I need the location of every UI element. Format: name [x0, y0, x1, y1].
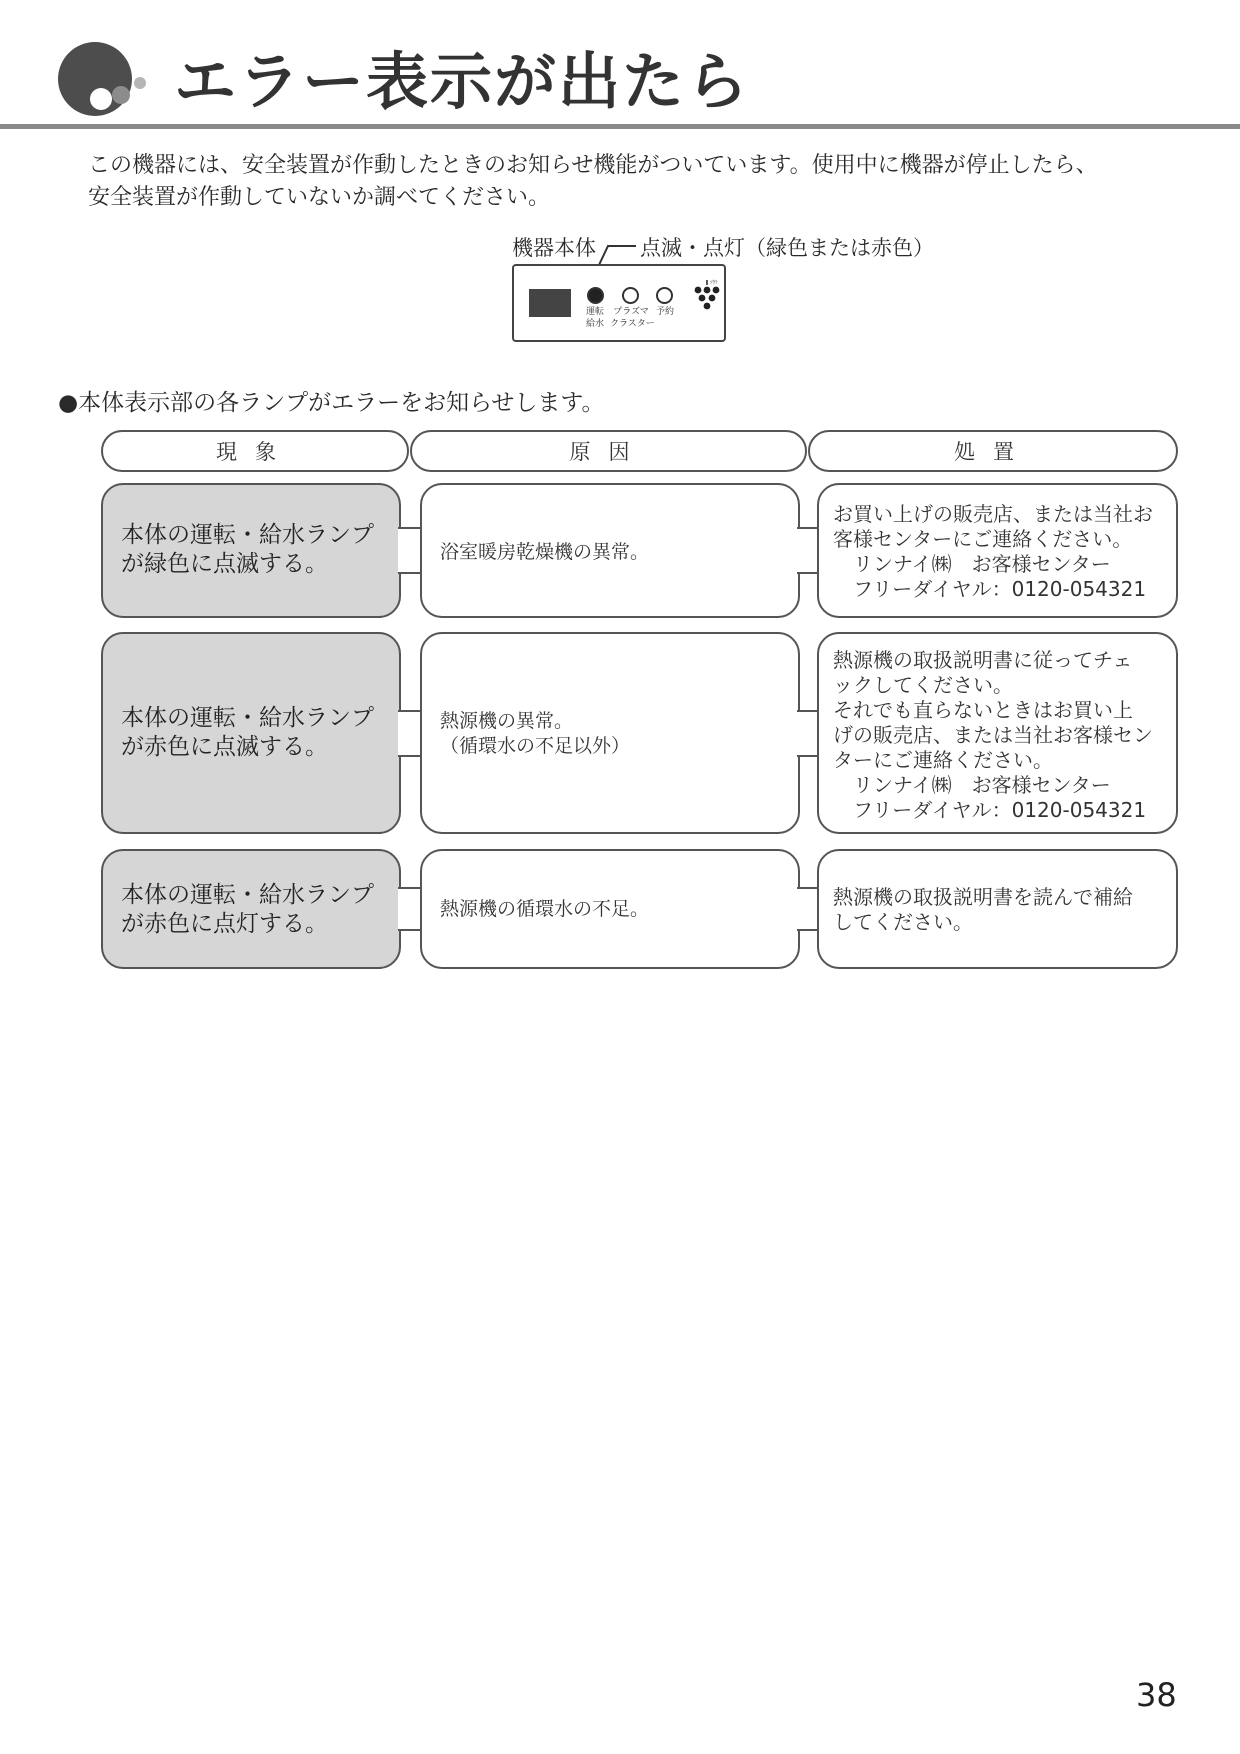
intro-text: [88, 150, 1168, 214]
header-symptom: 現象: [101, 430, 409, 472]
page-title: エラー表示が出たら: [174, 45, 751, 118]
run-lamp-icon: [587, 287, 604, 304]
remedy-cell: [817, 849, 1178, 969]
lamp-label: プラズマ: [613, 307, 649, 317]
symptom-cell: [101, 632, 401, 834]
symptom-line: 本体の運転・給水ランプ: [121, 882, 374, 908]
remedy-line: 熱源機の取扱説明書を読んで補給: [833, 885, 1133, 909]
contact-name: リンナイ㈱ お客様センター: [853, 552, 1111, 576]
device-body-label: 機器本体: [512, 236, 596, 260]
device-lamp-label: 点滅・点灯（緑色または赤色）: [640, 236, 934, 260]
remedy-line: ターにご連絡ください。: [833, 748, 1053, 772]
symptom-line: が赤色に点滅する。: [121, 734, 328, 760]
row-connector: [398, 527, 422, 574]
remedy-line: お買い上げの販売店、または当社お: [833, 502, 1153, 526]
cause-cell: [420, 632, 800, 834]
lamp-label: 給水: [585, 319, 604, 329]
contact-phone: フリーダイヤル：0120-054321: [853, 577, 1147, 601]
lamp-label: 運転: [585, 307, 604, 317]
remedy-line: してください。: [833, 910, 973, 934]
symptom-line: 本体の運転・給水ランプ: [121, 522, 374, 548]
cause-line: （循環水の不足以外）: [440, 735, 631, 757]
lamp-label: 予約: [655, 307, 674, 317]
icon-mark: ｿｳﾗ: [710, 280, 718, 286]
remedy-line: 熱源機の取扱説明書に従ってチェ: [833, 648, 1133, 672]
symptom-line: が赤色に点灯する。: [121, 911, 328, 937]
row-connector: [398, 887, 422, 931]
header-rule: [0, 124, 1240, 129]
symptom-cell: [101, 483, 401, 618]
section-heading: ●本体表示部の各ランプがエラーをお知らせします。: [58, 390, 605, 416]
remedy-line: 客様センターにご連絡ください。: [833, 527, 1133, 551]
header-dot-icon: [112, 86, 130, 104]
row-connector: [398, 710, 422, 757]
remedy-cell: [817, 483, 1178, 618]
contact-phone: フリーダイヤル：0120-054321: [853, 798, 1147, 822]
device-panel: [512, 264, 726, 342]
cause-cell: [420, 483, 800, 618]
cause-line: 熱源機の循環水の不足。: [440, 898, 650, 920]
symptom-cell: [101, 849, 401, 969]
plasma-lamp-icon: [622, 287, 639, 304]
remedy-line: げの販売店、または当社お客様セン: [833, 723, 1153, 747]
header-remedy: 処置: [808, 430, 1178, 472]
header-dot-icon: [90, 88, 112, 110]
cause-line: 熱源機の異常。: [440, 710, 574, 732]
cause-cell: [420, 849, 800, 969]
page-number: 38: [1136, 1676, 1177, 1714]
header-cause: 原因: [410, 430, 807, 472]
contact-name: リンナイ㈱ お客様センター: [853, 773, 1111, 797]
intro-line: 安全装置が作動していないか調べてください。: [88, 185, 551, 210]
remedy-line: ックしてください。: [833, 673, 1013, 697]
header-dot-icon: [134, 77, 146, 89]
symptom-line: 本体の運転・給水ランプ: [121, 705, 374, 731]
cause-line: 浴室暖房乾燥機の異常。: [440, 541, 650, 563]
remedy-line: それでも直らないときはお買い上: [833, 698, 1133, 722]
intro-line: この機器には、安全装置が作動したときのお知らせ機能がついています。使用中に機器が停止したら、: [88, 153, 1098, 178]
remedy-cell: [817, 632, 1178, 834]
device-display: [529, 289, 571, 317]
symptom-line: が緑色に点滅する。: [121, 551, 328, 577]
timer-lamp-icon: [656, 287, 673, 304]
lamp-label: クラスター: [610, 319, 655, 329]
